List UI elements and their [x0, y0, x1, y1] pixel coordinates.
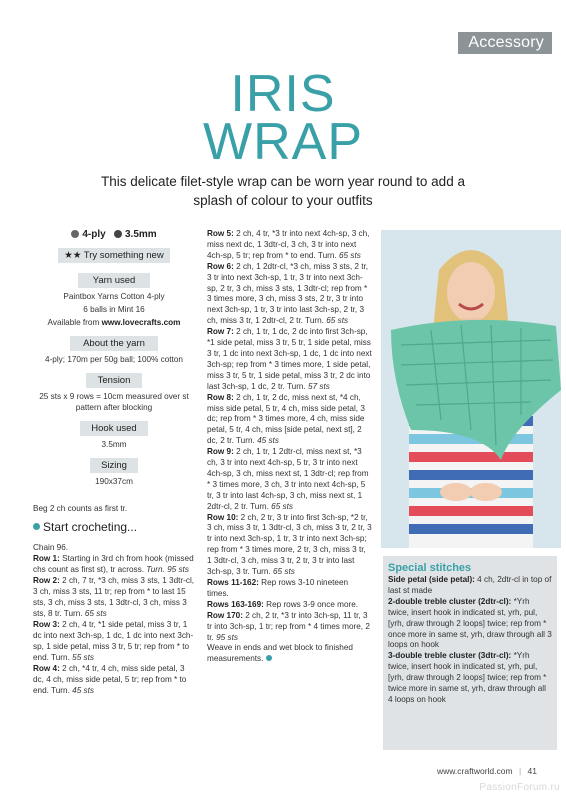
yarn-used-heading: Yarn used — [78, 273, 150, 288]
row-3: Row 3: 2 ch, 4 tr, *1 side petal, miss 3 tr, 1 dc into next 3ch-sp, 1 dc, 1 dc into next 3ch-sp, 1 side petal, miss 3 tr, 5 tr; rep from * to end. Turn. 55 sts — [33, 620, 194, 662]
row-4: Row 4: 2 ch, *4 tr, 4 ch, miss side petal, 3 dc, 4 ch, miss side petal, 5 tr; rep from * to end. Turn. 45 sts — [33, 664, 187, 695]
section-badge: Accessory — [458, 32, 552, 54]
page-number: 41 — [527, 766, 537, 776]
row-5: Row 5: 2 ch, 4 tr, *3 tr into next 4ch-sp, 3 ch, miss next dc, 1 3dtr-cl, 3 ch, 3 tr into next 4ch-sp, 5 tr; rep from * to end. Turn. 65 sts — [207, 229, 370, 260]
pattern-column — [207, 229, 372, 665]
row-10: Row 10: 2 ch, 2 tr, 3 tr into first 3ch-sp, *2 tr, 3 ch, miss 3 tr, 1 3dtr-cl, 3 ch, miss 3 tr, 2 tr, 3 tr into next 3ch-sp, 1 tr, 3 tr into next 3ch-sp; rep from * 3 times more, 2 tr, 3 ch, miss 3 tr, 1 3dtr-cl, 3 ch, miss 3 tr, 2 tr, 3 tr into last 3ch-sp, 3 tr. Turn. 65 sts — [207, 512, 372, 577]
yarn-used-line2: 6 balls in Mint 16 — [83, 305, 145, 314]
3dtr-cl-def: 3-double treble cluster (3dtr-cl): *Yrh twice, insert hook in indicated st, yrh, pul, [yrh, draw through 2 loops] twice; rep from * twice more in same st, yrh, draw through all 4 loops on hook — [388, 651, 547, 704]
row-8: Row 8: 2 ch, 1 tr, 2 dc, miss next st, *4 ch, miss side petal, 5 tr, 4 ch, miss side petal, 3 dc; rep from * 3 times more, 4 ch, miss side petal, 5 tr, 4 ch, miss [side petal, next st], 2 dc, 2 tr. Turn. 45 sts — [207, 392, 365, 446]
page-title-line2: WRAP — [203, 113, 363, 171]
rows-163-169: Rows 163-169: Rep rows 3-9 once more. — [207, 599, 359, 609]
beg-note: Beg 2 ch counts as first tr. — [33, 504, 128, 513]
sizing-heading: Sizing — [90, 458, 138, 473]
watermark: PassionForum.ru — [479, 782, 560, 793]
end-bullet-icon — [266, 655, 272, 661]
model-photo — [381, 230, 561, 548]
available-prefix: Available from — [47, 318, 102, 327]
row-1: Row 1: Starting in 3rd ch from hook (missed chs count as first st), tr across. Turn. 95 sts — [33, 554, 194, 574]
bullet-icon — [33, 523, 40, 530]
skill-level: ★★ Try something new — [58, 248, 170, 263]
row-7: Row 7: 2 ch, 1 tr, 1 dc, 2 dc into first 3ch-sp, *1 side petal, miss 3 tr, 5 tr, 1 side petal, miss 3 tr, 1 dc into next 3ch-sp, 1 dc, 1 dc into next 3ch-sp; rep from * 3 times more, 1 side petal, miss 3 tr, 5 tr, 1 side petal, miss 3 tr, 2 dc into last 3ch-sp, 1 dc, 2 tr. Turn. 57 sts — [207, 327, 372, 391]
available-from — [33, 317, 195, 328]
rows-11-162: Rows 11-162: Rep rows 3-10 nineteen times. — [207, 578, 349, 598]
ply-value: 4-ply — [82, 229, 106, 240]
sizing-text: 190x37cm — [95, 477, 133, 486]
about-yarn-heading: About the yarn — [70, 336, 158, 351]
about-yarn-text: 4-ply; 170m per 50g ball; 100% cotton — [45, 355, 183, 364]
model-wearing-wrap-illustration — [381, 230, 561, 548]
chain-instruction: Chain 96. — [33, 543, 69, 552]
row-2: Row 2: 2 ch, 7 tr, *3 ch, miss 3 sts, 1 3dtr-cl, 3 ch, miss 3 sts, 11 tr; rep from * to last 15 sts, 3 ch, miss 3 sts, 1 3dtr-cl, 3 ch, miss 3 sts, 8 tr. Turn. 65 sts — [33, 576, 195, 618]
hook-used-heading: Hook used — [80, 421, 148, 436]
special-stitches-box — [383, 556, 557, 750]
row-170: Row 170: 2 ch, 2 tr, *3 tr into 3ch-sp, 11 tr, 3 tr into 3ch-sp, 1 tr; rep from * 4 times more, 2 tr. 95 sts — [207, 610, 370, 642]
start-heading: Start crocheting... — [43, 520, 138, 534]
yarn-used-line1: Paintbox Yarns Cotton 4-ply — [63, 292, 165, 301]
tension-heading: Tension — [86, 373, 142, 388]
lovecrafts-link[interactable]: www.lovecrafts.com — [101, 318, 181, 327]
page-title-line1: IRIS — [230, 65, 336, 123]
finish-instruction: Weave in ends and wet block to finished measurements. — [207, 643, 353, 664]
info-column — [33, 228, 195, 696]
2dtr-cl-def: 2-double treble cluster (2dtr-cl): *Yrh twice, insert hook in indicated st, yrh, pul, [yrh, draw through 2 loops] twice; rep from * once more in same st, yrh, draw through all 3 loops on hook — [388, 596, 552, 650]
yarn-ball-icon — [71, 230, 79, 238]
start-heading-row — [33, 520, 195, 534]
special-stitches-heading: Special stitches — [388, 562, 472, 574]
row-9: Row 9: 2 ch, 1 tr, 1 2dtr-cl, miss next st, *3 ch, 3 tr into next 4ch-sp, 5 tr, 3 tr into next 4ch-sp, 3 ch, miss next st, 1 3dtr-cl; rep from * 3 times more, 3 ch, 3 tr into next 4ch-sp, 5 tr, 3 tr into last 4ch-sp, 3 ch, miss next st, 1 2dtr-cl, 2 tr. Turn. 65 sts — [207, 447, 369, 511]
row-6: Row 6: 2 ch, 1 2dtr-cl, *3 ch, miss 3 sts, 2 tr, 3 tr into next 3ch-sp, 1 tr, 3 tr into next 3ch-sp, 2 tr, 3 ch, miss 3 sts, 1 3dtr-cl; rep from * 3 times more, 3 ch, miss 3 sts, 2 tr, 3 tr into next 3ch-sp, 1 tr, 3 tr into last 3ch-sp, 2 tr, 3 ch, miss 3 tr, 1 2dtr-cl, 2 tr. Turn. 65 sts — [207, 261, 369, 326]
tension-text: 25 sts x 9 rows = 10cm measured over st pattern after blocking — [39, 392, 189, 412]
hook-used-text: 3.5mm — [101, 440, 127, 449]
footer-divider: | — [518, 766, 522, 776]
hook-size-value: 3.5mm — [125, 229, 157, 240]
ply-hook-row — [33, 228, 195, 242]
footer-url[interactable]: www.craftworld.com — [436, 766, 513, 776]
side-petal-def: Side petal (side petal): 4 ch, 2dtr-cl in top of last st made — [388, 575, 552, 595]
intro-text: This delicate filet-style wrap can be worn year round to add a splash of colour to your outfits — [101, 174, 465, 208]
hook-icon — [114, 230, 122, 238]
page-footer — [437, 766, 537, 776]
